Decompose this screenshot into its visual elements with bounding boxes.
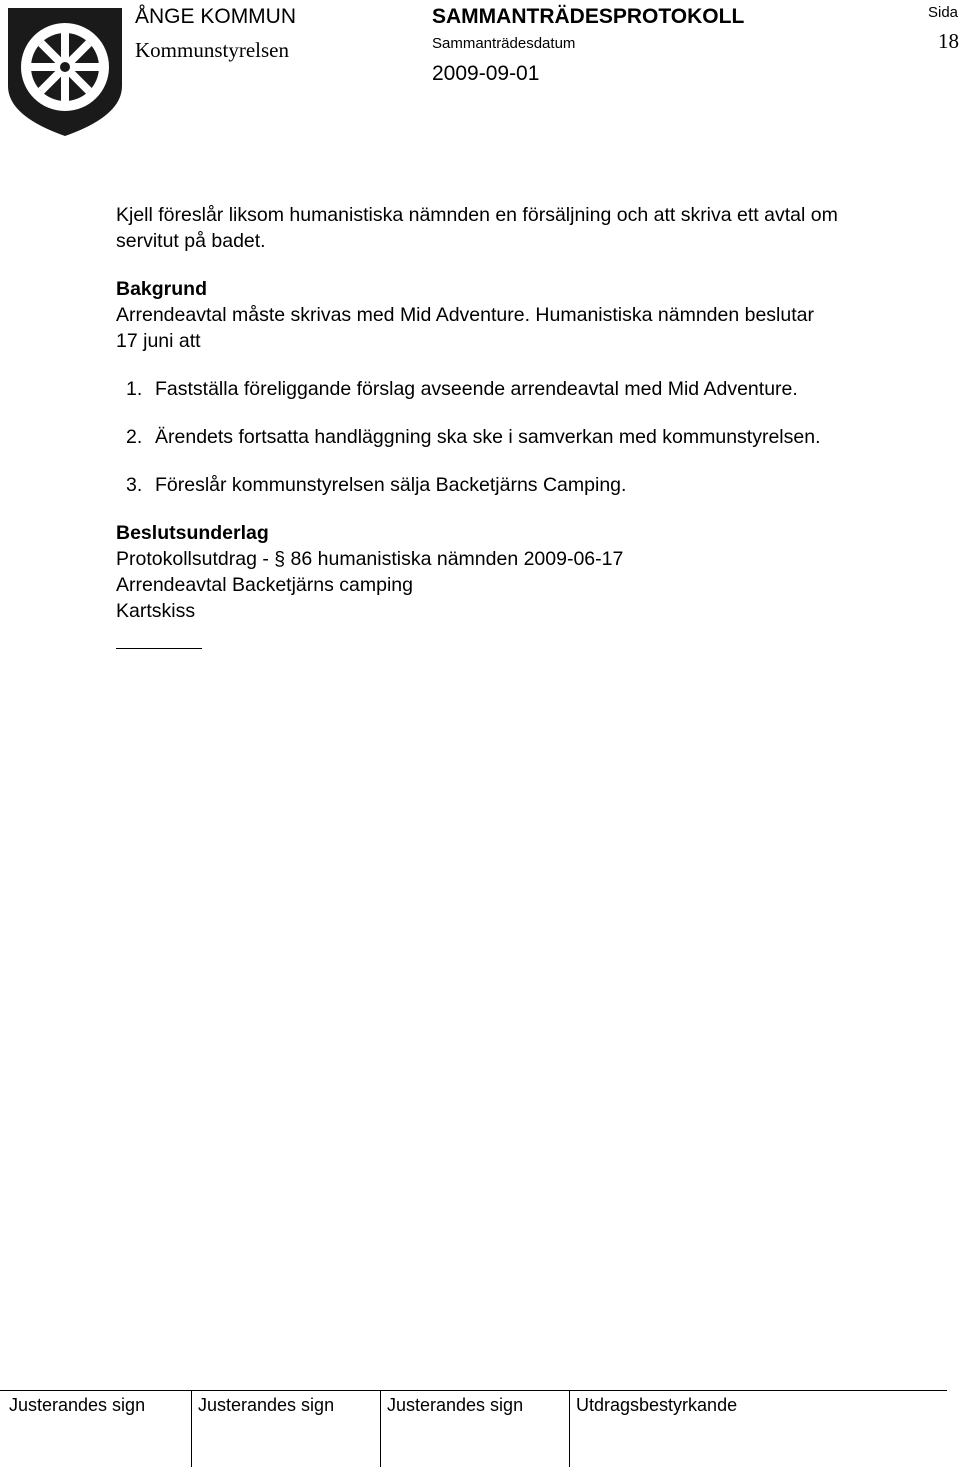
- page-number: 18: [938, 29, 959, 53]
- municipal-coat-of-arms-logo: [4, 4, 126, 138]
- decision-number: 2.: [126, 426, 143, 448]
- decision-text: Föreslår kommunstyrelsen sälja Backetjärns Camping.: [155, 474, 627, 496]
- background-paragraph-line-1: Arrendeavtal måste skrivas med Mid Adventure. Humanistiska nämnden beslutar: [116, 304, 814, 326]
- footer-column-divider: [380, 1390, 381, 1467]
- footer-top-rule: [0, 1390, 947, 1391]
- background-heading: Bakgrund: [116, 278, 208, 300]
- document-type-title: SAMMANTRÄDESPROTOKOLL: [432, 5, 745, 28]
- committee-name: Kommunstyrelsen: [135, 38, 289, 62]
- basis-heading: Beslutsunderlag: [116, 522, 269, 544]
- municipality-name: ÅNGE KOMMUN: [135, 5, 297, 28]
- footer-signature-cell-3: Justerandes sign: [387, 1395, 524, 1415]
- meeting-date: 2009-09-01: [432, 62, 540, 85]
- section-end-rule: [116, 648, 202, 649]
- decision-text: Ärendets fortsatta handläggning ska ske i samverkan med kommunstyrelsen.: [155, 426, 821, 448]
- basis-item-map-sketch: Kartskiss: [116, 600, 196, 622]
- intro-paragraph-line-2: servitut på badet.: [116, 230, 266, 252]
- footer-signature-cell-1: Justerandes sign: [9, 1395, 146, 1415]
- basis-item-rest: 86 humanistiska nämnden 2009-06-17: [285, 548, 624, 570]
- decision-text: Fastställa föreliggande förslag avseende arrendeavtal med Mid Adventure.: [155, 378, 798, 400]
- decision-item-1: [116, 376, 798, 402]
- background-paragraph-line-2: 17 juni att: [116, 330, 201, 352]
- decision-number: 1.: [126, 378, 143, 400]
- decision-item-2: [116, 424, 821, 450]
- basis-item-prefix: Protokollsutdrag -: [116, 548, 275, 570]
- section-sign: §: [274, 548, 286, 570]
- basis-item-lease-agreement: Arrendeavtal Backetjärns camping: [116, 574, 413, 596]
- footer-certification-cell: Utdragsbestyrkande: [576, 1395, 738, 1415]
- intro-paragraph-line-1: Kjell föreslår liksom humanistiska nämnden en försäljning och att skriva ett avtal om: [116, 204, 838, 226]
- page-label: Sida: [928, 4, 959, 21]
- footer-column-divider: [569, 1390, 570, 1467]
- footer-signature-cell-2: Justerandes sign: [198, 1395, 335, 1415]
- meeting-date-label: Sammanträdesdatum: [432, 35, 576, 52]
- decision-item-3: [116, 472, 626, 498]
- basis-item-protocol-extract: [116, 546, 623, 572]
- decision-number: 3.: [126, 474, 143, 496]
- footer-column-divider: [191, 1390, 192, 1467]
